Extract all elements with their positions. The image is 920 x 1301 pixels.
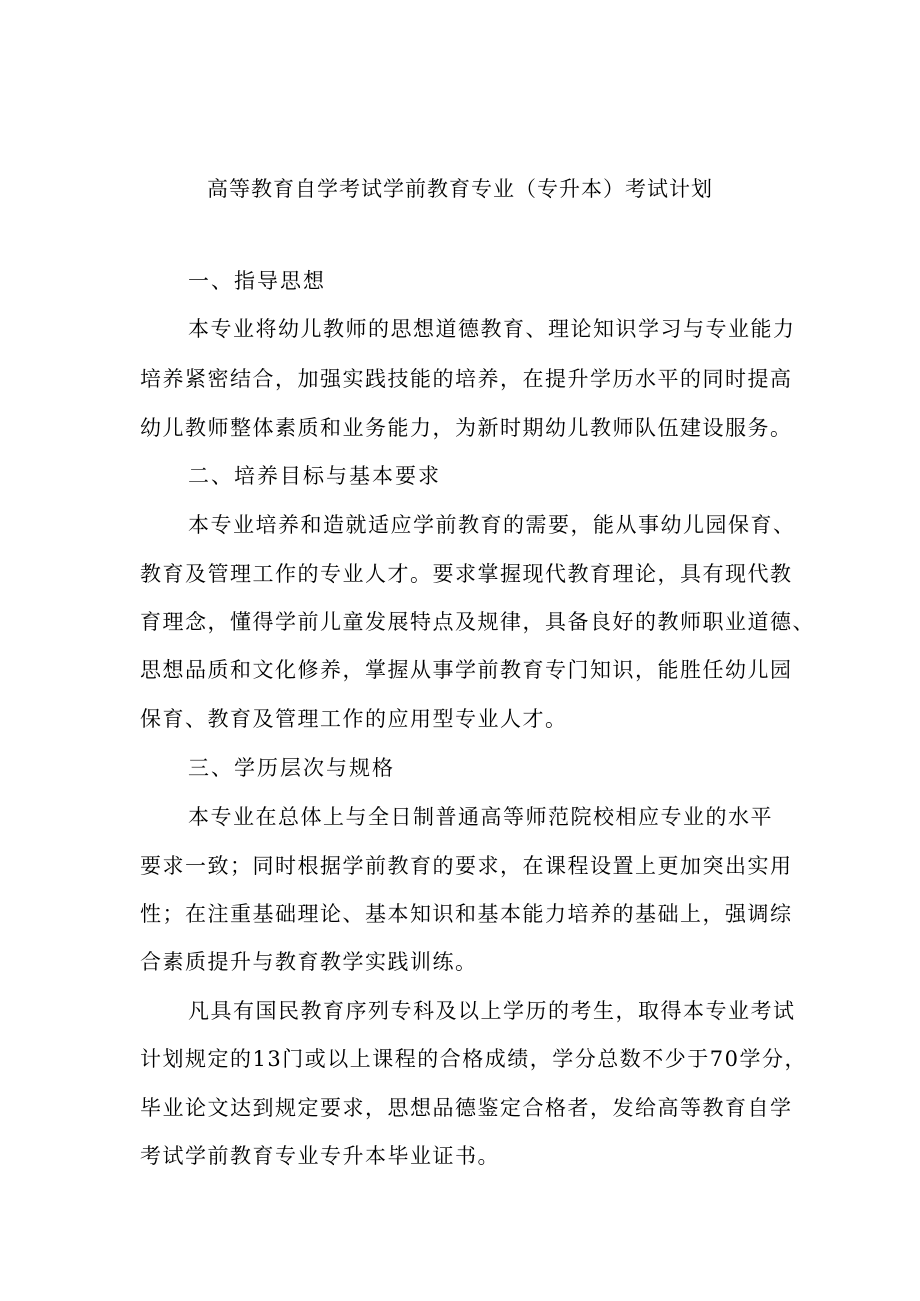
paragraph-line: 保育、教育及管理工作的应用型专业人才。 bbox=[140, 707, 568, 731]
paragraph-line: 本专业将幼儿教师的思想道德教育、理论知识学习与专业能力 bbox=[188, 317, 796, 341]
paragraph-line: 幼儿教师整体素质和业务能力，为新时期幼儿教师队伍建设服务。 bbox=[140, 416, 793, 440]
section-heading-training-goals: 二、培养目标与基本要求 bbox=[188, 464, 441, 488]
paragraph-line: 凡具有国民教育序列专科及以上学历的考生，取得本专业考试 bbox=[188, 999, 796, 1023]
paragraph-line: 性；在注重基础理论、基本知识和基本能力培养的基础上，强调综 bbox=[140, 902, 793, 926]
paragraph-line: 思想品质和文化修养，掌握从事学前教育专门知识，能胜任幼儿园 bbox=[140, 658, 793, 682]
paragraph-line: 培养紧密结合，加强实践技能的培养，在提升学历水平的同时提高 bbox=[140, 367, 793, 391]
paragraph-line: 合素质提升与教育教学实践训练。 bbox=[140, 950, 478, 974]
paragraph-line: 计划规定的13门或以上课程的合格成绩，学分总数不少于70学分， bbox=[140, 1047, 807, 1071]
paragraph-line: 本专业培养和造就适应学前教育的需要，能从事幼儿园保育、 bbox=[188, 513, 796, 537]
document-title: 高等教育自学考试学前教育专业（专升本）考试计划 bbox=[207, 177, 713, 201]
paragraph-line: 育理念，懂得学前儿童发展特点及规律，具备良好的教师职业道德、 bbox=[140, 610, 815, 634]
section-heading-education-level: 三、学历层次与规格 bbox=[188, 756, 395, 780]
section-heading-guiding-ideology: 一、指导思想 bbox=[188, 269, 326, 293]
paragraph-line: 要求一致；同时根据学前教育的要求，在课程设置上更加突出实用 bbox=[140, 854, 793, 878]
paragraph-line: 毕业论文达到规定要求，思想品德鉴定合格者，发给高等教育自学 bbox=[140, 1096, 793, 1120]
paragraph-line: 教育及管理工作的专业人才。要求掌握现代教育理论，具有现代教 bbox=[140, 562, 793, 586]
paragraph-line: 本专业在总体上与全日制普通高等师范院校相应专业的水平 bbox=[188, 805, 773, 829]
paragraph-line: 考试学前教育专业专升本毕业证书。 bbox=[140, 1144, 500, 1168]
